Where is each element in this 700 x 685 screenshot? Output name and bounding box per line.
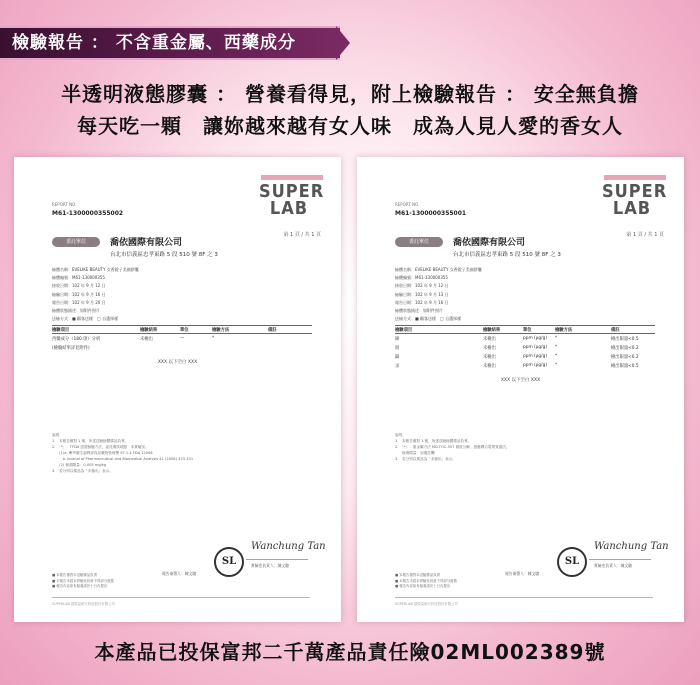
page-number: 第 1 頁 / 共 1 頁	[626, 232, 664, 238]
info-line: 報告日期：102 年 9 月 20 日	[52, 299, 106, 305]
sample-info	[52, 266, 139, 323]
info-line: 報告日期：102 年 9 月 16 日	[395, 299, 449, 305]
table-cell: ppm (μg/g)	[523, 336, 547, 341]
footer-line: ■ 本報告僅對本送驗樣品負責	[52, 573, 97, 577]
signer-label: 報告簽署人：陳文聰	[162, 571, 197, 576]
client-address: 台北市信義區忠孝東路 5 段 510 號 8F 之 3	[110, 252, 218, 258]
signature: Wanchung Tan	[251, 541, 326, 552]
footer-notes	[395, 573, 505, 590]
info-line: 檢體編號：M61-130000355	[395, 275, 448, 281]
logo-accent-bar	[261, 175, 323, 180]
signature-caption: 實驗室負責人：陳文聰	[594, 563, 632, 568]
table-cell: (檢驗結果詳見附件)	[52, 345, 90, 351]
client-tag: 委託單位	[52, 237, 100, 247]
info-line: 檢體狀態描述：如附件照片	[52, 308, 100, 314]
logo-line-1: SUPER	[602, 181, 668, 202]
table-header-cell: 檢驗方法	[555, 327, 573, 333]
banner-arrow-tip	[336, 26, 350, 60]
info-line: 接收日期：102 年 9 月 12 日	[395, 283, 449, 289]
notes-line: 3. 若分別以樣品為「未檢出」表示。	[395, 457, 456, 461]
table-cell: 檢出限量<0.5	[611, 363, 639, 369]
table-cell: 未檢出	[140, 336, 153, 342]
table-row	[52, 343, 312, 352]
insurance-statement: 本產品已投保富邦二千萬產品責任險02ML002389號	[94, 640, 606, 664]
table-cell: 檢出限量<0.2	[611, 345, 639, 351]
superlab-logo	[602, 181, 668, 219]
table-cell: 檢出限量<0.5	[611, 336, 639, 342]
footer-notes	[52, 573, 162, 590]
notes-line: 3. 若分別以樣品為「未檢出」表示。	[52, 469, 113, 473]
table-cell: *	[555, 336, 558, 341]
report-notes	[395, 432, 645, 462]
report-number: M61-1300000355001	[395, 210, 467, 217]
table-cell: 汞	[395, 363, 400, 369]
footer-line: ■ 本報告未經本實驗室同意不得部分複製	[395, 578, 457, 583]
signature: Wanchung Tan	[594, 541, 669, 552]
client-tag: 委託單位	[395, 237, 443, 247]
info-line: 檢體名稱：EVELIKE BEAUTY 女香錠子美顏膠囊	[395, 267, 482, 272]
info-line: 送檢方式：■ 顧客送樣 □ 自選採樣	[52, 316, 119, 322]
client-name: 喬依國際有限公司	[453, 238, 526, 248]
signature-line	[246, 559, 308, 560]
notes-line: 說明：	[395, 433, 406, 437]
table-cell: 檢出限量<0.2	[611, 354, 639, 360]
client-name: 喬依國際有限公司	[110, 238, 183, 248]
table-header	[52, 325, 312, 334]
notes-line: 2. 「*」：TFDA 認證檢驗方法，委託測試地點：本實驗室。	[52, 445, 149, 449]
logo-line-1: SUPER	[259, 181, 325, 202]
report-no-label: REPORT NO.	[52, 202, 77, 207]
table-header-cell: 單位	[180, 327, 189, 333]
info-line: 檢體編號：M61-130000355	[52, 275, 105, 281]
table-row	[395, 343, 655, 352]
info-line: 送檢方式：■ 顧客送樣 □ 自選採樣	[395, 316, 462, 322]
table-header-cell: 檢驗項目	[395, 327, 413, 333]
test-report-right	[357, 157, 684, 622]
report-number: M61-1300000355002	[52, 210, 124, 217]
info-line: 檢驗日期：102 年 9 月 13 日	[395, 291, 449, 297]
info-line: 檢體名稱：EVELIKE BEAUTY 女香錠子美顏膠囊	[52, 267, 139, 272]
notes-line: 1. 本報告僅對 1 號，所述送驗檢體樣品負責。	[52, 439, 129, 443]
footer-line: ■ 本報告僅對本送驗樣品負責	[395, 573, 440, 577]
end-mark: XXX 以下空白 XXX	[500, 378, 541, 383]
table-cell: 未檢出	[483, 336, 496, 342]
table-header-cell: 檢驗結果	[140, 327, 158, 333]
footer-company: SUPERLAB 超微量研究科技股份有限公司	[395, 602, 458, 606]
table-row	[395, 334, 655, 343]
table-header-cell: 檢驗結果	[483, 327, 501, 333]
table-header-cell: 備註	[611, 327, 620, 333]
footer-line: ■ 報告內容如有疑義請於十日內提出	[395, 584, 451, 588]
page-number: 第 1 頁 / 共 1 頁	[283, 232, 321, 238]
table-cell: ppm (μg/g)	[523, 363, 547, 368]
notes-line: (1)a. 參考衛生福利部食品藥物管理署 97.1.4 FDA 12008	[52, 451, 153, 455]
table-header-cell: 檢驗項目	[52, 327, 70, 333]
table-header-cell: 檢驗方法	[212, 327, 230, 333]
table-cell: *	[555, 345, 558, 350]
table-cell: 西藥成分（180 項）分析	[52, 336, 101, 342]
footer-line: ■ 報告內容如有疑義請於十日內提出	[52, 584, 108, 588]
signature-caption: 實驗室負責人：陳文聰	[251, 563, 289, 568]
table-header	[395, 325, 655, 334]
logo-accent-bar	[604, 175, 666, 180]
test-report-left	[14, 157, 341, 622]
table-header-cell: 備註	[268, 327, 277, 333]
headline-line-2: 每天吃一顆 讓妳越來越有女人味 成為人見人愛的香女人	[77, 114, 623, 138]
table-cell: *	[555, 363, 558, 368]
superlab-logo	[259, 181, 325, 219]
lab-seal: SL	[214, 547, 244, 577]
footer-divider	[52, 597, 310, 598]
info-line: 檢驗日期：102 年 9 月 16 日	[52, 291, 106, 297]
footer-company: SUPERLAB 超微量研究科技股份有限公司	[52, 602, 115, 606]
notes-line: b. Journal of Pharmaceutical and Biomedical Analysis 41 (2006) 323-331	[52, 457, 194, 461]
footer-divider	[395, 597, 653, 598]
notes-line: 2. 「*」：重金屬方法 MD-TOC-557 微波分解，感應耦合電漿質譜法。	[395, 445, 510, 449]
notes-line: 說明：	[52, 433, 63, 437]
report-notes	[52, 432, 302, 474]
table-cell: 未檢出	[483, 345, 496, 351]
lab-seal: SL	[557, 547, 587, 577]
notes-line: 1. 本報告僅對 1 號，所述送驗檢體樣品負責。	[395, 439, 472, 443]
table-cell: 鉛	[395, 345, 400, 351]
table-cell: 鎘	[395, 354, 400, 360]
headline-line-1: 半透明液態膠囊 ： 營養看得見，附上檢驗報告 ： 安全無負擔	[61, 82, 639, 106]
notes-line: (2) 檢測限量：0.005 mg/kg	[52, 463, 107, 467]
report-no-label: REPORT NO.	[395, 202, 420, 207]
logo-line-2: LAB	[269, 198, 309, 219]
table-cell: *	[555, 354, 558, 359]
client-address: 台北市信義區忠孝東路 5 段 510 號 8F 之 3	[453, 252, 561, 258]
info-line: 檢體狀態描述：如附件照片	[395, 308, 443, 314]
results-table	[395, 325, 655, 370]
table-header-cell: 單位	[523, 327, 532, 333]
footer-line: ■ 本報告未經本實驗室同意不得部分複製	[52, 578, 114, 583]
table-cell: ppm (μg/g)	[523, 345, 547, 350]
logo-line-2: LAB	[612, 198, 652, 219]
end-mark: XXX 以下空白 XXX	[157, 360, 198, 365]
signature-line	[589, 559, 651, 560]
table-cell: —	[180, 336, 185, 341]
notes-line: 檢測限量：如備註欄	[395, 451, 435, 455]
table-cell: *	[212, 336, 215, 341]
table-row	[52, 334, 312, 343]
info-line: 接收日期：102 年 9 月 12 日	[52, 283, 106, 289]
table-cell: ppm (μg/g)	[523, 354, 547, 359]
results-table	[52, 325, 312, 352]
signer-label: 報告簽署人：陳文聰	[505, 571, 540, 576]
table-cell: 未檢出	[483, 363, 496, 369]
table-cell: 未檢出	[483, 354, 496, 360]
table-cell: 砷	[395, 336, 400, 342]
table-row	[395, 352, 655, 361]
section-banner: 檢驗報告 ： 不含重金屬、西藥成分	[0, 26, 340, 60]
sample-info	[395, 266, 482, 323]
table-row	[395, 361, 655, 370]
